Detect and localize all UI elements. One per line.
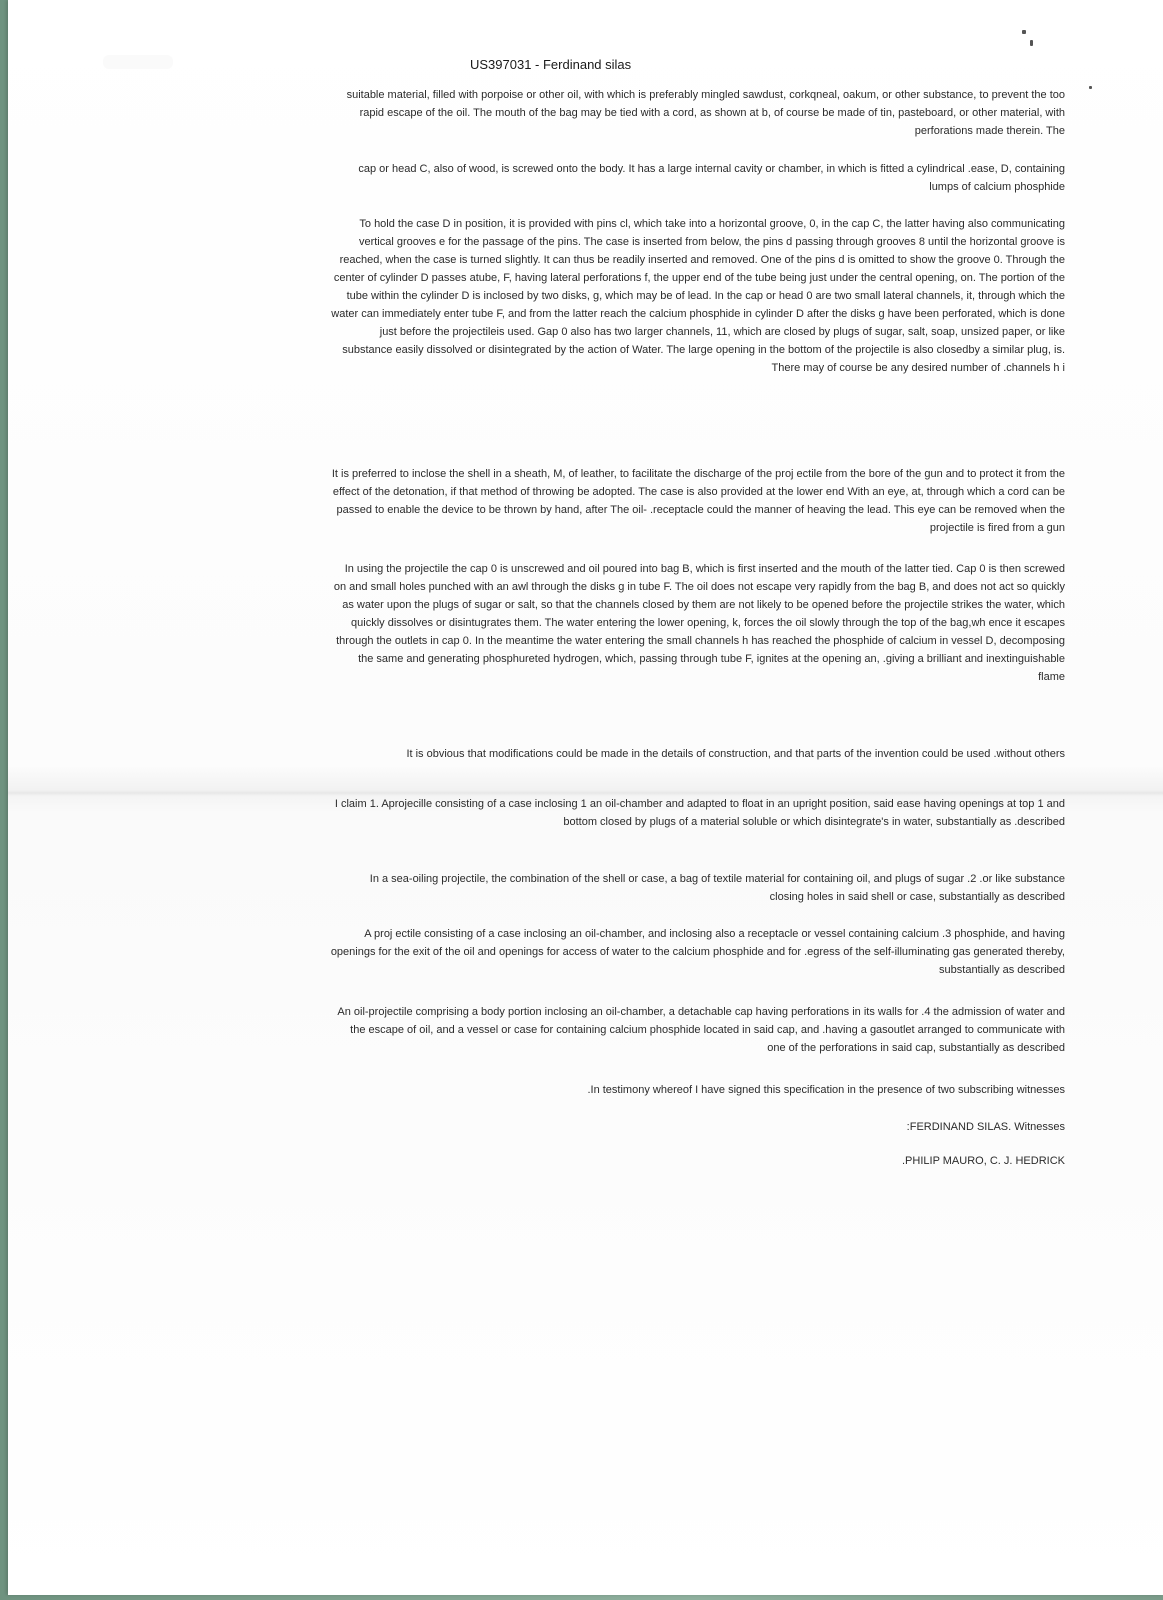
paragraph-text: suitable material, filled with porpoise or other oil, with which is preferably mingled sawdust, corkqneal, oakum, or other substance, to prevent the too rapid escape of the oil. The mouth of the bag may be tied with a cord, as shown at b, of course be made of tin, pasteboard, or other material, with perforations made therein. The [346,89,1065,137]
paragraph-text: .PHILIP MAURO, C. J. HEDRICK [902,1155,1065,1167]
paragraph-sheath [330,465,1065,537]
paragraph-usage [330,560,1065,686]
paragraph-text: :FERDINAND SILAS. Witnesses [906,1121,1065,1133]
claim-1 [330,795,1065,831]
paragraph-text: cap or head C, also of wood, is screwed onto the body. It has a large internal cavity or chamber, in which is fitted a cylindrical .ease, D, containing lumps of calcium phosphide [358,163,1065,193]
scan-speck [1022,30,1026,34]
paragraph-text: In using the projectile the cap 0 is unscrewed and oil poured into bag B, which is first inserted and the mouth of the latter tied. Cap 0 is then screwed on and small holes punched with an awl through the disks g in tube F. The oil does not escape very rapidly from the bag B, and does not act so quickly as water upon the plugs of sugar or salt, so that the channels closed by them are not likely to be opened before the projectile strikes the water, which quickly dissolves or disintugrates them. The water entering the lower opening, k, forces the oil slowly through the top of the bag,wh ence it escapes through the outlets in cap 0. In the meantime the water entering the small channels h has reached the phosphide of calcium in vessel D, decomposing the same and generating phosphureted hydrogen, which, passing through tube F, ignites at the opening an, .giving a brilliant and inextinguishable flame [333,563,1065,683]
scan-speck [1089,86,1092,89]
paragraph-continuation [330,86,1065,140]
paragraph-text: A proj ectile consisting of a case inclosing an oil-chamber, and inclosing also a receptacle or vessel containing calcium .3 phosphide, and having openings for the exit of the oil and openings for access of water to the calcium phosphide and for .egress of the self-illuminating gas generated thereby, substantially as described [330,928,1065,976]
claim-2 [336,870,1065,906]
paragraph-text: It is preferred to inclose the shell in a sheath, M, of leather, to facilitate the discharge of the proj ectile from the bore of the gun and to protect it from the effect of the detonation, if that method of throwing be adopted. The case is also provided at the lower end With an eye, at, through which a cord can be passed to enable the device to be thrown by hand, after The oil- .receptacle could the manner of heaving the lead. This eye can be removed when the projectile is fired from a gun [331,468,1065,534]
scan-smudge [103,55,173,69]
paragraph-text: To hold the case D in position, it is provided with pins cl, which take into a horizontal groove, 0, in the cap C, the latter having also communicating vertical grooves e for the passage of the pins. The case is inserted from below, the pins d passing through grooves 8 until the horizontal groove is reached, when the case is turned slightly. It can thus be readily inserted and removed. One of the pins d is omitted to show the groove 0. Through the center of cylinder D passes atube, F, having lateral perforations f, the upper end of the tube being just under the central opening, on. The portion of the tube within the cylinder D is inclosed by two disks, g, which may be of lead. In the cap or head 0 are two small lateral channels, it, through which the water can immediately enter tube F, and from the latter reach the calcium phosphide in cylinder D after the disks g have been perforated, which is done just before the projectileis used. Gap 0 also has two larger channels, 11, which are closed by plugs of sugar, salt, soap, unsized paper, or like substance easily dissolved or disintegrated by the action of Water. The large opening in the bottom of the projectile is also closedby a similar plug, is. There may of course be any desired number of .channels h i [331,218,1065,374]
paragraph-text: An oil-projectile comprising a body portion inclosing an oil-chamber, a detachable cap having perforations in its walls for .4 the admission of water and the escape of oil, and a vessel or case for containing calcium phosphide located in said cap, and .having a gasoutlet arranged to communicate with one of the perforations in said cap, substantially as described [337,1006,1065,1054]
claim-3 [330,925,1065,979]
paragraph-cap-description [330,160,1065,196]
paragraph-text: .In testimony whereof I have signed this specification in the presence of two subscribing witnesses [587,1084,1065,1096]
paragraph-modifications [330,745,1065,763]
inventor-signature-line [330,1118,1065,1136]
witnesses-line [330,1152,1065,1170]
paragraph-text: In a sea-oiling projectile, the combination of the shell or case, a bag of textile material for containing oil, and plugs of sugar .2 .or like substance closing holes in said shell or case, substantially as described [369,873,1065,903]
paragraph-case-position [330,215,1065,377]
scan-speck [1030,40,1033,46]
testimony-line [330,1081,1065,1099]
document-header: US397031 - Ferdinand silas [470,57,632,72]
paragraph-text: It is obvious that modifications could be made in the details of construction, and that parts of the invention could be used .without others [406,748,1065,760]
claim-4 [330,1003,1065,1057]
paragraph-text: I claim 1. Aprojecille consisting of a case inclosing 1 an oil-chamber and adapted to float in an upright position, said ease having openings at top 1 and bottom closed by plugs of a material soluble or which disintegrate's in water, substantially as .described [334,798,1065,828]
